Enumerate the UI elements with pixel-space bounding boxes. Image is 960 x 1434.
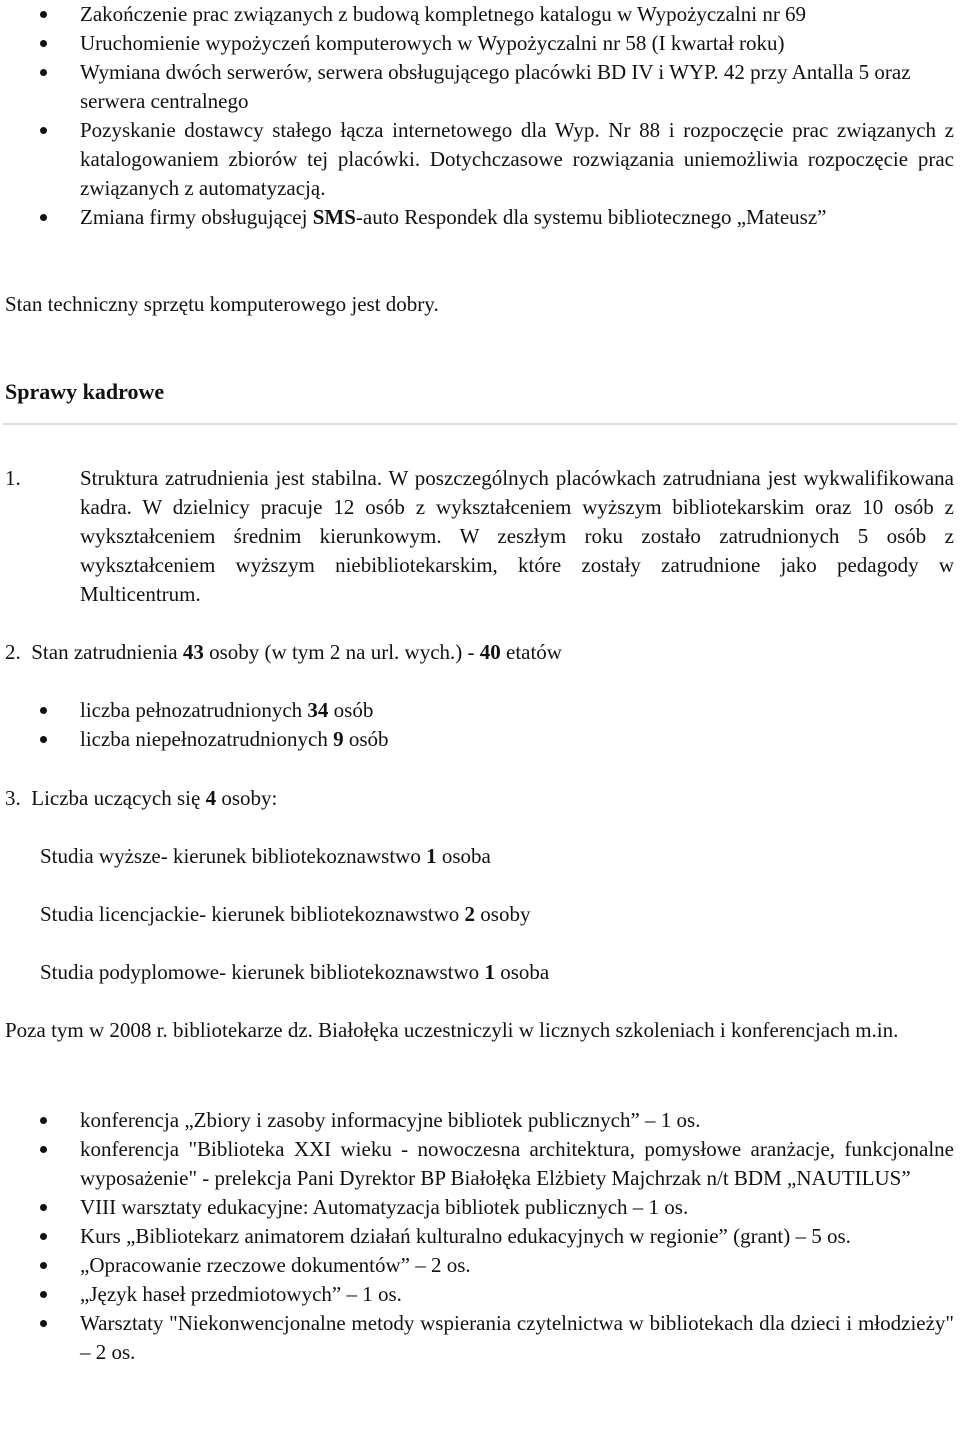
numbered-item-2: 2. Stan zatrudnienia 43 osoby (w tym 2 na url. wych.) - 40 etatów <box>5 640 562 664</box>
tech-state-paragraph: Stan techniczny sprzętu komputerowego jest dobry. <box>5 292 439 316</box>
trainings-list <box>0 1106 960 1367</box>
employment-list <box>0 696 960 754</box>
bold-text: SMS <box>312 205 356 229</box>
study-line: Studia podyplomowe- kierunek bibliotekoznawstwo 1 osoba <box>40 960 550 984</box>
study-line: Studia licencjackie- kierunek bibliotekoznawstwo 2 osoby <box>40 902 531 926</box>
divider <box>3 423 957 425</box>
list-item: Wymiana dwóch serwerów, serwera obsługującego placówki BD IV i WYP. 42 przy Antalla 5 oraz serwera centralnego <box>0 58 960 116</box>
list-item: „Opracowanie rzeczowe dokumentów” – 2 os. <box>0 1251 960 1280</box>
list-item: liczba pełnozatrudnionych 34 osób <box>0 696 960 725</box>
training-intro: Poza tym w 2008 r. bibliotekarze dz. Białołęka uczestniczyli w licznych szkoleniach i konferencjach m.in. <box>5 1018 899 1042</box>
study-line: Studia wyższe- kierunek bibliotekoznawstwo 1 osoba <box>40 844 491 868</box>
list-item: konferencja "Biblioteka XXI wieku - nowoczesna architektura, pomysłowe aranżacje, funkcjonalne wyposażenie" - prelekcja Pani Dyrektor BP Białołęka Elżbiety Majchrzak n/t BDM „NAUTILUS” <box>0 1135 960 1193</box>
it-tasks-list <box>0 0 960 232</box>
list-item: Zakończenie prac związanych z budową kompletnego katalogu w Wypożyczalni nr 69 <box>0 0 960 29</box>
list-item: konferencja „Zbiory i zasoby informacyjne bibliotek publicznych” – 1 os. <box>0 1106 960 1135</box>
list-item: „Język haseł przedmiotowych” – 1 os. <box>0 1280 960 1309</box>
list-item: liczba niepełnozatrudnionych 9 osób <box>0 725 960 754</box>
list-item: VIII warsztaty edukacyjne: Automatyzacja bibliotek publicznych – 1 os. <box>0 1193 960 1222</box>
section-heading: Sprawy kadrowe <box>5 379 165 404</box>
numbered-item-1: 1. Struktura zatrudnienia jest stabilna. W poszczególnych placówkach zatrudniana jest wykwalifikowana kadra. W dzielnicy pracuje 12 osób z wykształceniem wyższym bibliotekarskim oraz 10 osób z wykształceniem średnim kierunkowym. W zeszłym roku zostało zatrudnionych 5 osób z wykształceniem wyższym niebibliotekarskim, które zostały zatrudnione jako pedagody w Multicentrum. <box>5 466 954 606</box>
numbered-item-3: 3. Liczba uczących się 4 osoby: <box>5 786 278 810</box>
list-item: Uruchomienie wypożyczeń komputerowych w Wypożyczalni nr 58 (I kwartał roku) <box>0 29 960 58</box>
list-item: Kurs „Bibliotekarz animatorem działań kulturalno edukacyjnych w regionie” (grant) – 5 os. <box>0 1222 960 1251</box>
list-item: Pozyskanie dostawcy stałego łącza internetowego dla Wyp. Nr 88 i rozpoczęcie prac związanych z katalogowaniem zbiorów tej placówki. Dotychczasowe rozwiązania uniemożliwia rozpoczęcie prac związanych z automatyzacją. <box>0 116 960 203</box>
list-item: Warsztaty "Niekonwencjonalne metody wspierania czytelnictwa w bibliotekach dla dzieci i młodzieży" – 2 os. <box>0 1309 960 1367</box>
list-item: Zmiana firmy obsługującej SMS-auto Respondek dla systemu bibliotecznego „Mateusz” <box>0 203 960 232</box>
